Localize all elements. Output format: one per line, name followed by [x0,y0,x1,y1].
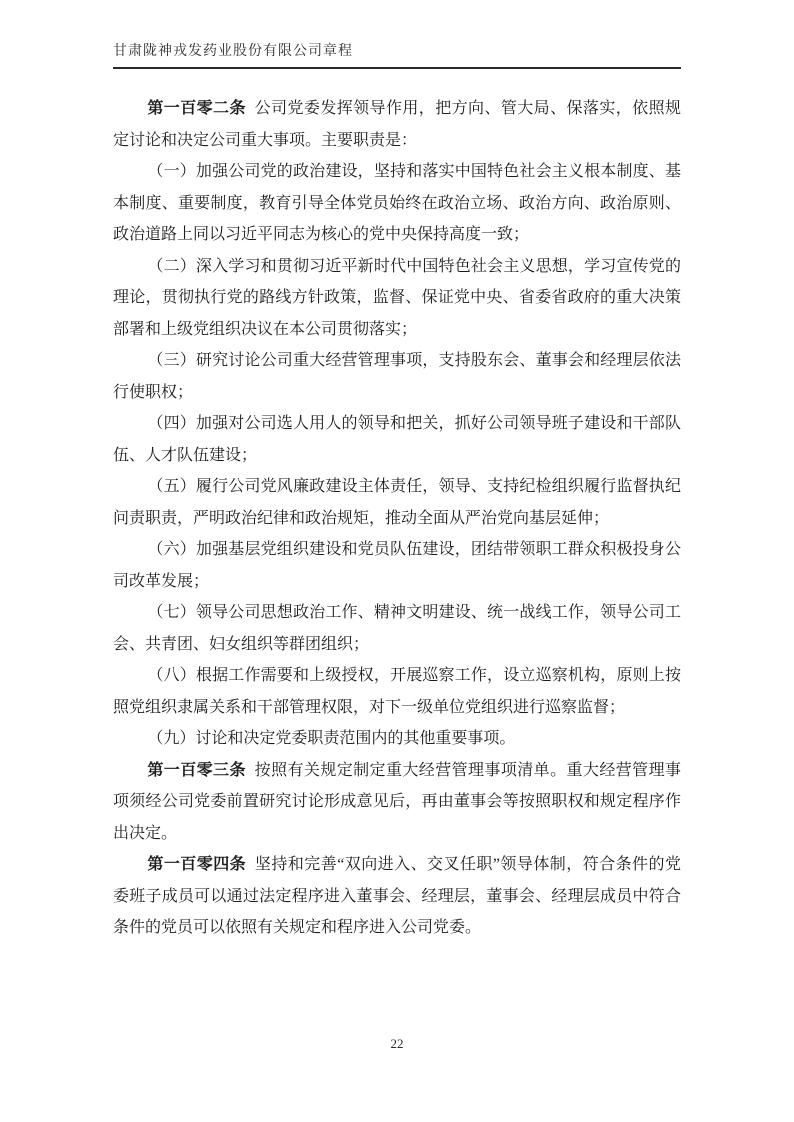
article-text: （一）加强公司党的政治建设，坚持和落实中国特色社会主义根本制度、基本制度、重要制度，教育引导全体党员始终在政治立场、政治方向、政治原则、政治道路上同以习近平同志为核心的党中央保持高度一致； [113,163,681,243]
page-footer [0,1036,794,1052]
article-text: 按照有关规定制定重大经营管理事项清单。重大经营管理事项须经公司党委前置研究讨论形成意见后，再由董事会等按照职权和规定程序作出决定。 [113,761,681,842]
article-list-item [113,597,681,660]
article-paragraph [113,755,681,850]
article-list-item [113,660,681,723]
article-text: （八）根据工作需要和上级授权，开展巡察工作，设立巡察机构，原则上按照党组织隶属关系和干部管理权限，对下一级单位党组织进行巡察监督； [113,667,681,716]
page-header [113,44,681,69]
article-text: （六）加强基层党组织建设和党员队伍建设，团结带领职工群众积极投身公司改革发展； [113,541,681,590]
article-list-item [113,251,681,346]
article-number: 第一百零二条 [147,100,246,117]
article-paragraph [113,93,681,156]
article-text: （二）深入学习和贯彻习近平新时代中国特色社会主义思想，学习宣传党的理论，贯彻执行党的路线方针政策，监督、保证党中央、省委省政府的重大决策部署和上级党组织决议在本公司贯彻落实； [113,257,681,338]
article-list-item [113,408,681,471]
article-number: 第一百零三条 [147,761,246,779]
article-list-item [113,156,681,251]
article-list-item [113,534,681,597]
article-text: （七）领导公司思想政治工作、精神文明建设、统一战线工作，领导公司工会、共青团、妇女组织等群团组织； [113,604,681,653]
header-title: 甘肃陇神戎发药业股份有限公司章程 [113,44,353,59]
article-list-item [113,471,681,534]
article-text: （五）履行公司党风廉政建设主体责任，领导、支持纪检组织履行监督执纪问责职责，严明政治纪律和政治规矩，推动全面从严治党向基层延伸； [113,478,681,527]
article-number: 第一百零四条 [147,856,247,873]
document-body [113,93,681,944]
article-paragraph [113,849,681,944]
article-text: 坚持和完善“双向进入、交叉任职”领导体制，符合条件的党委班子成员可以通过法定程序进入董事会、经理层，董事会、经理层成员中符合条件的党员可以依照有关规定和程序进入公司党委。 [113,856,681,936]
article-text: （四）加强对公司选人用人的领导和把关，抓好公司领导班子建设和干部队伍、人才队伍建设； [113,415,681,464]
article-list-item [113,723,681,755]
page-number: 22 [390,1036,404,1051]
article-text: 公司党委发挥领导作用，把方向、管大局、保落实，依照规定讨论和决定公司重大事项。主要职责是： [113,100,681,149]
article-list-item [113,345,681,408]
article-text: （三）研究讨论公司重大经营管理事项，支持股东会、董事会和经理层依法行使职权； [113,352,681,401]
article-text: （九）讨论和决定党委职责范围内的其他重要事项。 [147,730,516,747]
